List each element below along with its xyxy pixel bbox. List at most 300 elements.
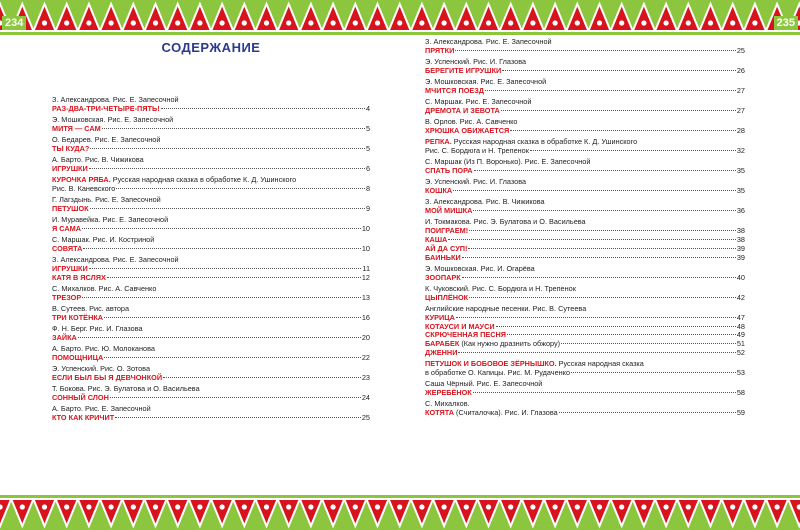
toc-line	[52, 394, 370, 403]
border-triangle	[566, 499, 588, 526]
toc-entry	[52, 345, 370, 363]
toc-line	[425, 254, 745, 263]
dot-leader	[510, 130, 736, 131]
dot-leader	[559, 412, 736, 413]
toc-title: РАЗ-ДВА-ТРИ-ЧЕТЫРЕ-ПЯТЬ!	[52, 103, 160, 113]
border-triangle	[677, 499, 699, 526]
dot-leader	[462, 257, 736, 258]
border-triangle	[278, 499, 300, 526]
border-triangle	[588, 499, 610, 526]
toc-entry	[425, 138, 745, 156]
toc-title: СПАТЬ ПОРА	[425, 165, 473, 175]
border-dot	[109, 20, 114, 25]
border-triangle	[78, 4, 100, 31]
toc-author: З. Александрова. Рис. Е. Запесочной	[52, 255, 179, 264]
border-dot	[464, 20, 469, 25]
border-triangle	[522, 499, 544, 526]
border-triangle	[655, 499, 677, 526]
toc-entry	[52, 96, 370, 114]
toc-title: КУРОЧКА РЯБА.	[52, 175, 111, 184]
border-dot	[708, 20, 713, 25]
toc-title: ИГРУШКИ	[52, 263, 88, 273]
border-dot	[730, 504, 735, 509]
border-dot	[575, 504, 580, 509]
toc-page-number: 32	[736, 145, 745, 155]
toc-page-number: 58	[736, 388, 745, 398]
toc-note: Русская народная сказка в обработке К. Д. Ушинского	[451, 137, 638, 146]
border-dot	[86, 504, 91, 509]
dot-leader	[107, 277, 361, 278]
toc-entry	[52, 236, 370, 254]
toc-author: А. Барто. Рис. Е. Запесочной	[52, 403, 151, 413]
border-triangle	[633, 499, 655, 526]
dot-leader	[485, 90, 736, 91]
border-triangle	[211, 499, 233, 526]
toc-line-text	[425, 87, 484, 96]
toc-line-text	[425, 127, 509, 136]
border-triangle	[122, 499, 144, 526]
toc-list-left	[52, 96, 370, 423]
toc-line-text	[425, 254, 461, 263]
border-triangle	[722, 4, 744, 31]
border-dot	[286, 20, 291, 25]
toc-line-text	[425, 294, 468, 303]
dot-leader	[462, 277, 736, 278]
toc-title: ПОМОЩНИЦА	[52, 352, 104, 362]
dot-leader	[82, 228, 361, 229]
toc-title: КАТЯ В ЯСЛЯХ	[52, 272, 106, 282]
toc-entry	[52, 325, 370, 343]
border-triangle	[56, 4, 78, 31]
dot-leader	[571, 372, 736, 373]
border-dot	[775, 504, 780, 509]
border-dot	[486, 504, 491, 509]
toc-line	[425, 147, 745, 156]
border-dot	[131, 20, 136, 25]
border-triangle	[588, 4, 610, 31]
toc-page-number: 11	[362, 263, 370, 273]
border-dot	[264, 20, 269, 25]
border-triangle	[100, 499, 122, 526]
triangle-border-pattern	[0, 495, 800, 530]
toc-page-number: 27	[736, 105, 745, 115]
toc-entry	[52, 156, 370, 174]
toc-note: (Считалочка). Рис. И. Глазова	[454, 408, 558, 418]
dot-leader	[78, 337, 361, 338]
toc-page-number: 48	[736, 321, 745, 331]
border-triangle	[633, 4, 655, 31]
toc-line	[425, 274, 745, 283]
border-dot	[153, 20, 158, 25]
border-triangle	[766, 499, 788, 526]
border-dot	[308, 20, 313, 25]
toc-line	[52, 274, 370, 283]
toc-title: КОТЯТА	[425, 408, 455, 418]
toc-author: И. Токмакова. Рис. Э. Булатова и О. Васильева	[425, 217, 586, 226]
border-triangle	[744, 499, 766, 526]
border-dot	[730, 20, 735, 25]
toc-line-text	[425, 107, 500, 116]
border-dot	[331, 504, 336, 509]
toc-line-text	[52, 125, 101, 134]
border-dot	[42, 20, 47, 25]
toc-line	[52, 125, 370, 134]
toc-author: З. Александрова. Рис. Е. Запесочной	[425, 37, 552, 46]
toc-title: ЗООПАРК	[425, 272, 461, 282]
toc-line	[52, 354, 370, 363]
border-triangle	[455, 499, 477, 526]
toc-title: ТЫ КУДА?	[52, 143, 90, 153]
toc-page-number: 35	[736, 165, 745, 175]
border-dot	[242, 20, 247, 25]
dot-leader	[161, 108, 365, 109]
toc-page-number: 47	[736, 312, 745, 322]
toc-author: Саша Чёрный. Рис. Е. Запесочной	[425, 379, 543, 389]
toc-title: МОЙ МИШКА	[425, 205, 473, 215]
toc-line-text	[425, 274, 461, 283]
border-triangle	[300, 4, 322, 31]
dot-leader	[561, 343, 736, 344]
toc-title: КТО КАК КРИЧИТ	[52, 412, 115, 422]
toc-page-number: 28	[736, 125, 745, 135]
toc-title: ЖЕРЕБЁНОК	[425, 388, 472, 398]
toc-page-number: 40	[736, 272, 745, 282]
border-dot	[686, 20, 691, 25]
border-triangle	[167, 4, 189, 31]
border-triangle	[33, 4, 55, 31]
toc-entry	[52, 176, 370, 194]
border-triangle	[699, 4, 721, 31]
border-dot	[442, 20, 447, 25]
border-dot	[397, 20, 402, 25]
toc-title: МЧИТСЯ ПОЕЗД	[425, 85, 485, 95]
toc-page-number: 27	[736, 85, 745, 95]
toc-entry	[425, 118, 745, 136]
border-triangle	[33, 499, 55, 526]
border-triangle	[0, 499, 11, 526]
toc-line-text	[52, 394, 109, 403]
toc-entry	[52, 285, 370, 303]
toc-page-number: 59	[736, 408, 745, 418]
border-dot	[641, 504, 646, 509]
border-triangle	[78, 499, 100, 526]
toc-line	[425, 127, 745, 136]
toc-page-number: 10	[361, 223, 370, 233]
toc-page-number: 53	[736, 368, 745, 378]
toc-line-text	[52, 334, 77, 343]
toc-page-number: 23	[361, 372, 370, 382]
toc-line	[52, 374, 370, 383]
border-dot	[242, 504, 247, 509]
border-dot	[153, 504, 158, 509]
page-title: СОДЕРЖАНИЕ	[161, 40, 261, 55]
border-triangle	[255, 499, 277, 526]
border-triangle	[167, 499, 189, 526]
toc-entry	[52, 196, 370, 214]
border-triangle	[100, 4, 122, 31]
dot-leader	[89, 268, 362, 269]
toc-page-number: 13	[361, 292, 370, 302]
toc-note: Русская народная сказка в обработке К. Д. Ушинского	[110, 175, 297, 184]
toc-title: СКРЮЧЕННАЯ ПЕСНЯ	[425, 330, 506, 340]
border-dot	[353, 20, 358, 25]
toc-page-number: 25	[361, 412, 370, 422]
toc-line	[52, 105, 370, 114]
toc-line-text	[52, 354, 103, 363]
toc-line-text	[52, 314, 103, 323]
border-dot	[464, 504, 469, 509]
toc-page-number: 20	[361, 332, 370, 342]
triangle-border-pattern	[0, 0, 800, 35]
toc-author: И. Муравейка. Рис. Е. Запесочной	[52, 215, 169, 224]
border-triangle	[389, 4, 411, 31]
border-dot	[530, 20, 535, 25]
dot-leader	[448, 239, 736, 240]
border-triangle	[477, 4, 499, 31]
toc-line	[425, 409, 745, 418]
toc-line	[52, 185, 370, 194]
border-dot	[197, 504, 202, 509]
border-dot	[353, 504, 358, 509]
border-triangle	[211, 4, 233, 31]
toc-line-text	[425, 47, 454, 56]
toc-page-number: 42	[736, 292, 745, 302]
dot-leader	[530, 150, 736, 151]
border-dot	[641, 20, 646, 25]
border-triangle	[322, 4, 344, 31]
toc-line-text	[425, 369, 570, 378]
toc-entry	[425, 158, 745, 176]
border-dot	[664, 504, 669, 509]
left-page	[52, 38, 370, 493]
dot-leader	[474, 170, 736, 171]
border-dot	[508, 504, 513, 509]
toc-page-number: 38	[736, 234, 745, 244]
border-triangle	[300, 499, 322, 526]
border-triangle	[233, 499, 255, 526]
toc-page-number: 16	[361, 312, 370, 322]
dot-leader	[501, 110, 736, 111]
border-triangle	[144, 4, 166, 31]
toc-line	[425, 207, 745, 216]
border-triangle	[344, 4, 366, 31]
border-triangle	[677, 4, 699, 31]
toc-author: Т. Бокова. Рис. Э. Булатова и О. Васильева	[52, 383, 200, 393]
toc-page-number: 12	[361, 272, 370, 282]
toc-line-text	[52, 294, 81, 303]
toc-line-text	[52, 105, 160, 114]
toc-title: КАША	[425, 234, 448, 244]
toc-line	[425, 107, 745, 116]
dot-leader	[115, 417, 361, 418]
border-dot	[64, 20, 69, 25]
toc-page-number: 5	[365, 123, 370, 133]
toc-note: Рис. В. Каневского	[52, 183, 116, 193]
toc-author: Английские народные песенки. Рис. В. Сутеева	[425, 303, 587, 313]
toc-title: МИТЯ — САМ	[52, 123, 101, 133]
bottom-decorative-border	[0, 495, 800, 530]
toc-entry	[52, 385, 370, 403]
toc-title: ЦЫПЛЁНОК	[425, 292, 469, 302]
border-dot	[375, 504, 380, 509]
border-dot	[86, 20, 91, 25]
border-triangle	[411, 499, 433, 526]
toc-line-text	[425, 187, 452, 196]
border-triangle	[611, 499, 633, 526]
toc-page-number: 52	[736, 348, 745, 358]
toc-author: А. Барто. Рис. Ю. Молоканова	[52, 343, 155, 353]
toc-line	[52, 205, 370, 214]
toc-entry	[425, 285, 745, 303]
toc-line	[52, 245, 370, 254]
toc-author: Э. Успенский. Рис. И. Глазова	[425, 57, 527, 66]
toc-line	[52, 414, 370, 423]
page-number-left: 234	[2, 16, 26, 30]
border-triangle	[655, 4, 677, 31]
border-triangle	[500, 499, 522, 526]
toc-title: ДЖЕННИ	[425, 348, 458, 358]
toc-title: ТРИ КОТЁНКА	[52, 312, 104, 322]
border-dot	[419, 20, 424, 25]
toc-title: ЕСЛИ БЫЛ БЫ Я ДЕВЧОНКОЙ	[52, 372, 163, 382]
border-dot	[175, 20, 180, 25]
border-triangle	[522, 4, 544, 31]
toc-title: БАРАБЕК	[425, 339, 460, 349]
toc-line-text	[425, 207, 472, 216]
toc-line-text	[52, 274, 106, 283]
toc-entry	[52, 365, 370, 383]
toc-author: Ф. Н. Берг. Рис. И. Глазова	[52, 323, 143, 333]
toc-line-text	[425, 67, 501, 76]
dot-leader	[116, 188, 365, 189]
toc-entry	[425, 38, 745, 56]
toc-page-number: 5	[365, 143, 370, 153]
border-dot	[264, 504, 269, 509]
border-triangle	[455, 4, 477, 31]
toc-line	[425, 236, 745, 245]
toc-entry	[52, 116, 370, 134]
toc-line	[425, 340, 745, 349]
dot-leader	[82, 297, 361, 298]
toc-line	[52, 145, 370, 154]
toc-page-number: 39	[736, 252, 745, 262]
border-triangle	[11, 499, 33, 526]
border-triangle	[144, 499, 166, 526]
border-triangle	[56, 499, 78, 526]
toc-line	[425, 67, 745, 76]
border-dot	[619, 504, 624, 509]
toc-line-text	[425, 409, 558, 418]
toc-note: в обработке О. Капицы. Рис. М. Рудаченко	[425, 368, 571, 378]
toc-author: З. Александрова. Рис. Е. Запесочной	[52, 95, 179, 104]
top-decorative-border	[0, 0, 800, 35]
toc-title: БЕРЕГИТЕ ИГРУШКИ	[425, 65, 502, 75]
toc-line-text	[52, 245, 82, 254]
toc-title: ИГРУШКИ	[52, 163, 88, 173]
border-dot	[597, 20, 602, 25]
toc-title: АЙ ДА СУП!	[425, 243, 468, 253]
toc-entry	[425, 58, 745, 76]
toc-line	[425, 227, 745, 236]
toc-line	[52, 165, 370, 174]
toc-page-number: 8	[365, 183, 370, 193]
toc-title: ТРЕЗОР	[52, 292, 82, 302]
border-dot	[752, 20, 757, 25]
page-number-right: 235	[774, 16, 798, 30]
toc-author: Г. Лагздынь. Рис. Е. Запесочной	[52, 195, 161, 204]
toc-title: СОННЫЙ СЛОН	[52, 392, 109, 402]
toc-page-number: 39	[736, 243, 745, 253]
border-triangle	[788, 499, 800, 526]
toc-entry	[52, 405, 370, 423]
border-dot	[331, 20, 336, 25]
toc-line	[52, 334, 370, 343]
toc-line-text	[52, 185, 115, 194]
border-triangle	[433, 4, 455, 31]
toc-entry	[425, 360, 745, 378]
dot-leader	[110, 397, 361, 398]
dot-leader	[102, 128, 365, 129]
toc-author: С. Михалков.	[425, 399, 470, 409]
border-triangle	[189, 499, 211, 526]
toc-line-text	[425, 167, 473, 176]
toc-page-number: 9	[365, 203, 370, 213]
toc-author: С. Михалков. Рис. А. Савченко	[52, 283, 157, 293]
toc-title: ПЕТУШОК И БОБОВОЕ ЗЁРНЫШКО.	[425, 359, 557, 369]
toc-entry	[52, 256, 370, 283]
toc-page-number: 25	[736, 45, 745, 55]
dot-leader	[104, 317, 361, 318]
toc-entry	[425, 78, 745, 96]
border-dot	[64, 504, 69, 509]
toc-title: РЕПКА.	[425, 137, 452, 146]
dot-leader	[502, 70, 736, 71]
border-triangle	[122, 4, 144, 31]
border-triangle	[389, 499, 411, 526]
toc-author: О. Бедарев. Рис. Е. Запесочной	[52, 135, 161, 144]
border-dot	[419, 504, 424, 509]
toc-line-text	[425, 147, 529, 156]
dot-leader	[163, 377, 361, 378]
toc-line-text	[52, 205, 89, 214]
toc-title: КОТАУСИ И МАУСИ	[425, 321, 495, 331]
toc-title: СОВЯТА	[52, 243, 83, 253]
toc-title: ПЕТУШОК	[52, 203, 89, 213]
toc-page-number: 38	[736, 225, 745, 235]
border-dot	[397, 504, 402, 509]
toc-note: Рис. С. Бордюга и Н. Трепенок	[425, 145, 529, 155]
toc-note: Русская народная сказка	[556, 359, 644, 369]
toc-author: К. Чуковский. Рис. С. Бордюга и Н. Трепенок	[425, 283, 576, 293]
border-triangle	[366, 4, 388, 31]
dot-leader	[90, 208, 365, 209]
border-triangle	[544, 499, 566, 526]
toc-title: ХРЮШКА ОБИЖАЕТСЯ	[425, 125, 510, 135]
toc-page-number: 24	[361, 392, 370, 402]
toc-title: ПРЯТКИ	[425, 45, 455, 55]
toc-line-text	[52, 145, 89, 154]
dot-leader	[453, 190, 736, 191]
border-triangle	[278, 4, 300, 31]
border-triangle	[433, 499, 455, 526]
dot-leader	[469, 297, 736, 298]
toc-author: С. Маршак (Из П. Воронько). Рис. Е. Запесочной	[425, 157, 591, 166]
toc-line	[425, 349, 745, 358]
border-dot	[220, 504, 225, 509]
border-triangle	[255, 4, 277, 31]
toc-line	[425, 167, 745, 176]
right-page	[425, 38, 745, 493]
